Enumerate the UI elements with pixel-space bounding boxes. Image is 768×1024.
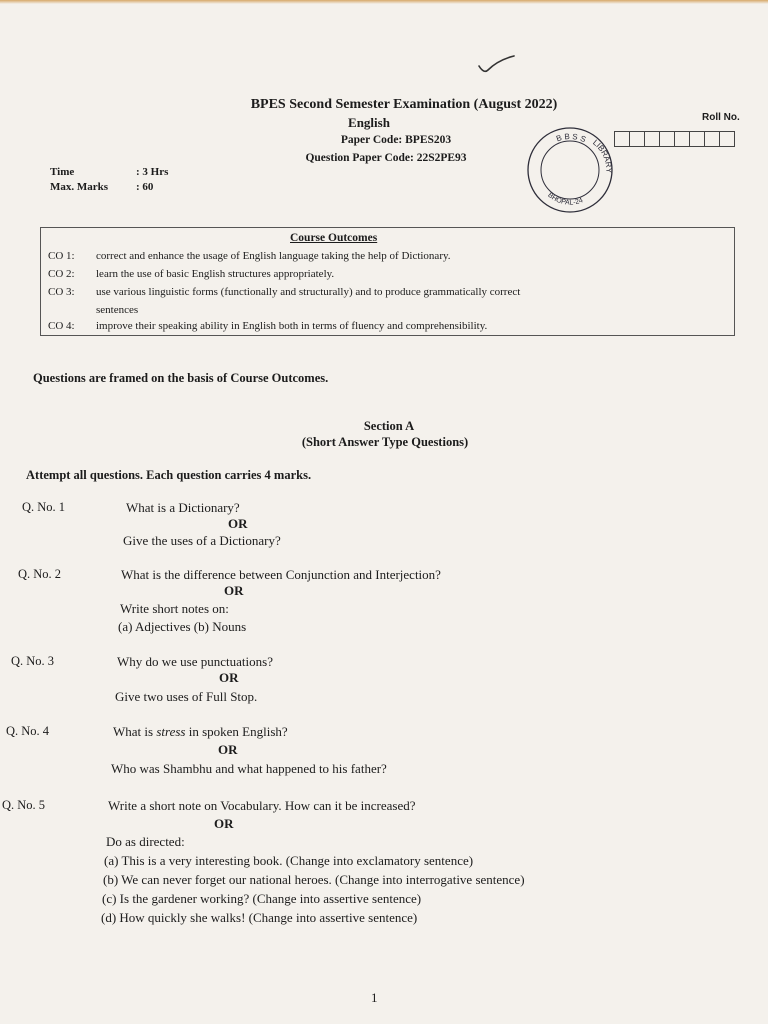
roll-digit-box[interactable] xyxy=(674,131,690,147)
co-key: CO 1: xyxy=(48,250,75,262)
course-outcomes-title: Course Outcomes xyxy=(290,232,378,244)
or-label: OR xyxy=(219,670,239,685)
question-text: Write a short note on Vocabulary. How can it be increased? xyxy=(108,798,416,813)
question-text xyxy=(113,724,288,740)
question-number: Q. No. 5 xyxy=(2,798,46,812)
question-alt-text: Give two uses of Full Stop. xyxy=(115,689,258,704)
question-alt-text: (b) We can never forget our national heroes. (Change into interrogative sentence) xyxy=(103,872,525,887)
roll-digit-box[interactable] xyxy=(689,131,705,147)
svg-text:LIBRARY: LIBRARY xyxy=(591,137,614,174)
question-number: Q. No. 1 xyxy=(22,500,66,514)
svg-text:BHOPAL-24: BHOPAL-24 xyxy=(546,191,585,207)
library-stamp xyxy=(524,124,616,216)
course-outcome-row xyxy=(48,320,487,332)
roll-digit-box[interactable] xyxy=(614,131,630,147)
co-text: learn the use of basic English structures appropriately. xyxy=(96,268,335,280)
question-text: What is the difference between Conjunction and Interjection? xyxy=(121,567,441,582)
page-edge-shadow xyxy=(0,0,768,4)
roll-digit-box[interactable] xyxy=(629,131,645,147)
checkmark-icon xyxy=(476,52,516,78)
question-alt-text: Who was Shambhu and what happened to his father? xyxy=(111,761,387,776)
question-alt-text: (c) Is the gardener working? (Change into assertive sentence) xyxy=(102,891,422,906)
co-key: CO 4: xyxy=(48,320,75,332)
question-alt-text: (a) This is a very interesting book. (Change into exclamatory sentence) xyxy=(104,853,474,868)
or-label: OR xyxy=(218,742,238,757)
question-text-emphasis: stress xyxy=(156,724,186,739)
marks-label: Max. Marks xyxy=(50,181,109,193)
paper-code: Paper Code: BPES203 xyxy=(340,134,452,146)
question-paper-code: Question Paper Code: 22S2PE93 xyxy=(305,152,467,164)
roll-digit-box[interactable] xyxy=(659,131,675,147)
roll-digit-box[interactable] xyxy=(719,131,735,147)
question-text-suffix: in spoken English? xyxy=(185,724,288,739)
section-instruction: Attempt all questions. Each question carries 4 marks. xyxy=(26,468,312,482)
framed-note: Questions are framed on the basis of Course Outcomes. xyxy=(33,371,329,385)
co-text-continuation: sentences xyxy=(96,304,139,316)
question-alt-text: (d) How quickly she walks! (Change into assertive sentence) xyxy=(101,910,418,925)
roll-number-label: Roll No. xyxy=(702,112,740,123)
question-number: Q. No. 2 xyxy=(18,567,62,581)
question-number: Q. No. 3 xyxy=(11,654,55,668)
course-outcome-row xyxy=(48,250,451,262)
or-label: OR xyxy=(228,516,248,531)
exam-title: BPES Second Semester Examination (August 2022) xyxy=(250,97,558,112)
course-outcome-row xyxy=(48,268,334,280)
question-number: Q. No. 4 xyxy=(6,724,50,738)
question-text: Why do we use punctuations? xyxy=(117,654,273,669)
course-outcome-row xyxy=(48,286,520,298)
question-alt-text: Give the uses of a Dictionary? xyxy=(123,533,281,548)
time-allowed xyxy=(50,166,168,178)
co-text: improve their speaking ability in English both in terms of fluency and comprehensibility. xyxy=(96,320,488,332)
page-number: 1 xyxy=(371,990,378,1005)
co-text: correct and enhance the usage of English language taking the help of Dictionary. xyxy=(96,250,451,262)
marks-value: : 60 xyxy=(136,181,154,193)
roll-digit-box[interactable] xyxy=(704,131,720,147)
roll-digit-box[interactable] xyxy=(644,131,660,147)
or-label: OR xyxy=(214,816,234,831)
section-title: Section A xyxy=(363,419,415,433)
question-text: What is a Dictionary? xyxy=(126,500,240,515)
max-marks xyxy=(50,181,153,193)
section-type: (Short Answer Type Questions) xyxy=(301,435,469,449)
co-key: CO 3: xyxy=(48,286,75,298)
co-key: CO 2: xyxy=(48,268,75,280)
svg-text:B B S S: B B S S xyxy=(555,131,588,145)
roll-number-boxes[interactable] xyxy=(615,131,735,147)
subject-title: English xyxy=(348,115,390,130)
question-alt-text: (a) Adjectives (b) Nouns xyxy=(118,619,247,634)
time-label: Time xyxy=(50,166,75,178)
time-value: : 3 Hrs xyxy=(136,166,169,178)
co-text: use various linguistic forms (functionally and structurally) and to produce grammatically correct xyxy=(96,286,521,298)
question-alt-text: Write short notes on: xyxy=(120,601,229,616)
question-alt-text: Do as directed: xyxy=(106,834,185,849)
question-text-prefix: What is xyxy=(113,724,157,739)
or-label: OR xyxy=(224,583,244,598)
